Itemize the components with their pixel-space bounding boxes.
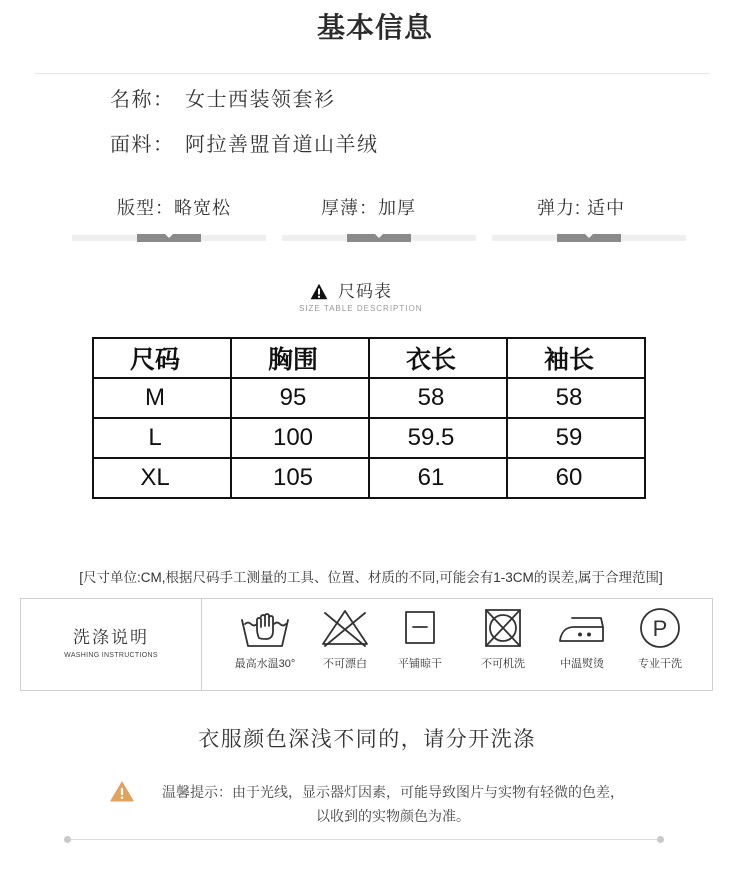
wash-item-label: 专业干洗 (638, 658, 682, 670)
iron-medium-icon (557, 607, 607, 649)
fit-label: 版型：略宽松 (117, 198, 231, 218)
indicator-notch (375, 234, 383, 238)
size-table-subtitle: SIZE TABLE DESCRIPTION (299, 304, 423, 313)
wash-item-hand-wash (225, 599, 305, 690)
thickness-indicator (347, 234, 412, 242)
cell-length: 58 (369, 378, 507, 418)
wash-item-label: 中温熨烫 (560, 658, 604, 670)
wash-item-iron-medium (542, 599, 622, 690)
wash-item-dry-flat (380, 599, 460, 690)
color-wash-notice: 衣服颜色深浅不同的，请分开洗涤 (198, 728, 536, 751)
fit-indicator-track (72, 235, 266, 241)
name-value: 女士西装领套衫 (185, 89, 336, 111)
cell-size: M (93, 378, 231, 418)
cell-length: 61 (369, 458, 507, 498)
fit-indicator (137, 234, 202, 242)
size-table (92, 337, 646, 499)
wash-item-label: 最高水温30° (234, 658, 296, 670)
wash-item-label: 不可机洗 (481, 658, 525, 670)
name-label: 名称： (110, 89, 175, 111)
washing-divider (201, 599, 202, 690)
color-difference-tip (140, 780, 646, 828)
wash-item-label: 平铺晾干 (398, 658, 442, 670)
wash-item-label: 不可漂白 (323, 658, 367, 670)
wash-item-no-bleach (305, 599, 385, 690)
washing-title: 洗涤说明 (73, 628, 149, 647)
cell-size: L (93, 418, 231, 458)
divider-end-dot (64, 836, 71, 843)
divider-end-dot (657, 836, 664, 843)
washing-instructions-panel (20, 598, 713, 691)
fabric-label: 面料： (110, 134, 175, 156)
header-chest: 胸围 (231, 338, 369, 378)
cell-length: 59.5 (369, 418, 507, 458)
warning-icon (110, 781, 134, 802)
cell-sleeve: 59 (507, 418, 645, 458)
indicator-notch (585, 234, 593, 238)
cell-sleeve: 60 (507, 458, 645, 498)
cell-chest: 105 (231, 458, 369, 498)
cell-chest: 95 (231, 378, 369, 418)
washing-subtitle: WASHING INSTRUCTIONS (64, 652, 158, 659)
cell-chest: 100 (231, 418, 369, 458)
table-row (93, 458, 645, 498)
tip-line: 温馨提示：由于光线，显示器灯因素，可能导致图片与实物有轻微的色差， (162, 784, 624, 800)
dry-clean-glyph: P (652, 616, 668, 641)
indicator-notch (165, 234, 173, 238)
tip-line: 以收到的实物颜色为准。 (316, 808, 470, 824)
table-row (93, 378, 645, 418)
do-not-tumble-dry-icon (478, 607, 528, 649)
fabric-value: 阿拉善盟首道山羊绒 (185, 134, 379, 156)
warning-icon (310, 283, 328, 300)
cell-sleeve: 58 (507, 378, 645, 418)
size-table-header-row (93, 338, 645, 378)
size-table-title: 尺码表 (338, 282, 392, 301)
bottom-divider (67, 839, 660, 840)
title-divider (35, 73, 710, 74)
do-not-bleach-icon (320, 607, 370, 649)
wash-item-no-machine-wash (463, 599, 543, 690)
page-title: 基本信息 (316, 12, 433, 43)
table-row (93, 418, 645, 458)
size-note: [尺寸单位:CM,根据尺码手工测量的工具、位置、材质的不同,可能会有1-3CM的误差,属于合理范围] (79, 570, 663, 585)
cell-size: XL (93, 458, 231, 498)
elasticity-indicator-track (492, 235, 686, 241)
elasticity-label: 弹力: 适中 (537, 198, 626, 218)
elasticity-indicator (557, 234, 622, 242)
thickness-indicator-track (282, 235, 476, 241)
header-sleeve: 袖长 (507, 338, 645, 378)
thickness-label: 厚薄：加厚 (321, 198, 416, 218)
dry-flat-icon (395, 607, 445, 649)
header-size: 尺码 (93, 338, 231, 378)
dry-clean-icon (635, 607, 685, 649)
hand-wash-icon (240, 607, 290, 649)
wash-item-dry-clean (620, 599, 700, 690)
header-length: 衣长 (369, 338, 507, 378)
